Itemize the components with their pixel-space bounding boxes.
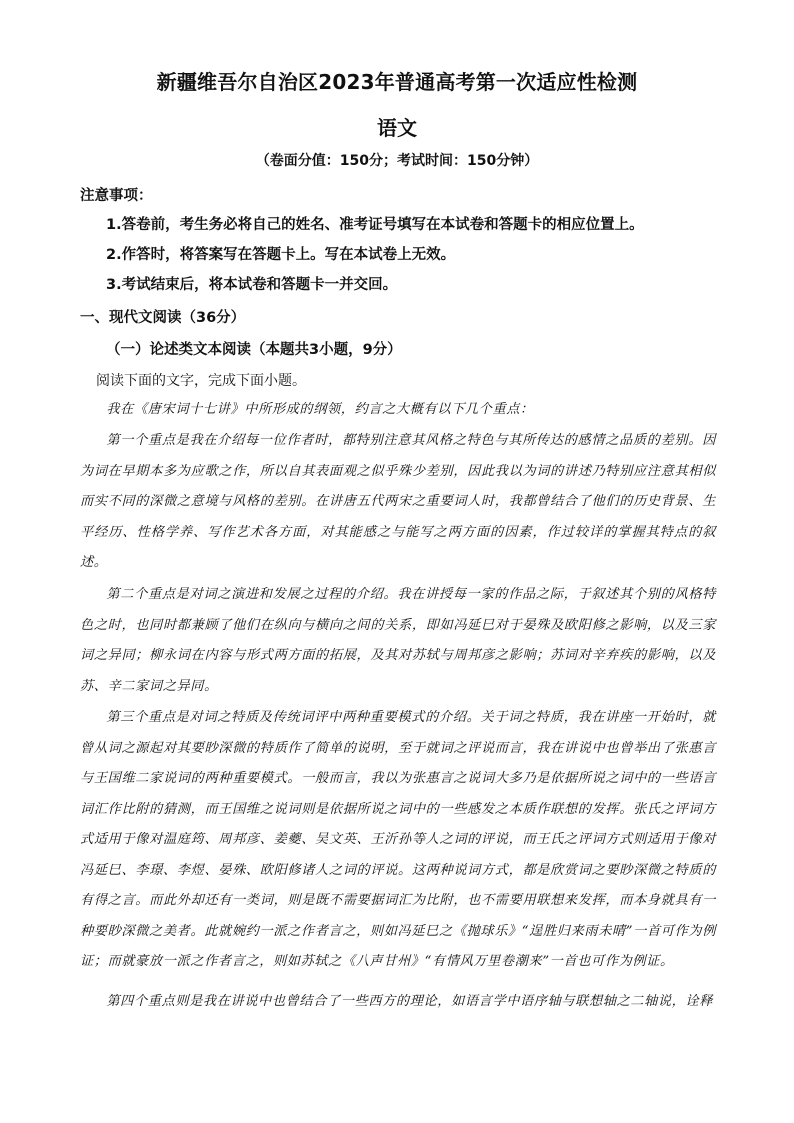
note-item-3: 3.考试结束后，将本试卷和答题卡一并交回。 [106, 277, 398, 293]
passage-paragraph-3: 第二个重点是对词之演进和发展之过程的介绍。我在讲授每一家的作品之际，于叙述其个别的风格特色之时，也同时都兼顾了他们在纵向与横向之间的关系，即如冯延巳对于晏殊及欧阳修之影响，以及三家词之异同；柳永词在内容与形式两方面的拓展，及其对苏轼与周邦彦之影响；苏词对辛弃疾的影响，以及苏、辛二家词之异同。 [80, 587, 716, 694]
subject-title: 语文 [377, 116, 417, 140]
passage-paragraph-4: 第三个重点是对词之特质及传统词评中两种重要模式的介绍。关于词之特质，我在讲座一开始时，就曾从词之源起对其要眇深微的特质作了简单的说明，至于就词之评说而言，我在讲说中也曾举出了张惠言与王国维二家说词的两种重要模式。一般而言，我以为张惠言之说词大多乃是依据所说之词中的一些语言词汇作比附的猜测，而王国维之说词则是依据所说之词中的一些感发之本质作联想的发挥。张氏之评词方式适用于像对温庭筠、周邦彦、姜夔、吴文英、王沂孙等人之词的评说，而王氏之评词方式则适用于像对冯延巳、李璟、李煜、晏殊、欧阳修诸人之词的评说。这两种说词方式，都是欣赏词之要眇深微之特质的有得之言。而此外却还有一类词，则是既不需要据词汇为比附，也不需要用联想来发挥，而本身就具有一种要眇深微之美者。此就婉约一派之作者言之，则如冯延巳之《抛球乐》“逞胜归来雨未晴”一首可作为例证；而就豪放一派之作者言之，则如苏轼之《八声甘州》“有情风万里卷潮来”一首也可作为例证。 [80, 710, 716, 969]
passage-paragraph-2: 第一个重点是我在介绍每一位作者时，都特别注意其风格之特色与其所传达的感情之品质的差别。因为词在早期本多为应歌之作，所以自其表面观之似乎殊少差别，因此我以为词的讲述乃特别应注意其相似而实不同的深微之意境与风格的差别。在讲唐五代两宋之重要词人时，我都曾结合了他们的历史背景、生平经历、性格学养、写作艺术各方面，对其能感之与能写之两方面的因素，作过较详的掌握其特点的叙述。 [80, 433, 716, 570]
reading-instruction: 阅读下面的文字，完成下面小题。 [96, 373, 306, 389]
section-title: 一、现代文阅读（36分） [80, 310, 246, 326]
passage-paragraph-5: 第四个重点则是我在讲说中也曾结合了一些西方的理论，如语言学中语序轴与联想轴之二轴说，诠释 [106, 994, 714, 1009]
exam-title: 新疆维吾尔自治区2023年普通高考第一次适应性检测 [156, 70, 638, 94]
note-item-1: 1.答卷前，考生务必将自己的姓名、准考证号填写在本试卷和答题卡的相应位置上。 [106, 217, 644, 233]
notes-heading: 注意事项： [80, 188, 153, 204]
passage-paragraph-1: 我在《唐宋词十七讲》中所形成的纲领，约言之大概有以下几个重点： [106, 402, 534, 417]
subsection-title: （一）论述类文本阅读（本题共3小题，9分） [106, 342, 402, 358]
score-time-line: （卷面分值：150分；考试时间：150分钟） [255, 153, 539, 169]
note-item-2: 2.作答时，将答案写在答题卡上。写在本试卷上无效。 [106, 247, 456, 263]
